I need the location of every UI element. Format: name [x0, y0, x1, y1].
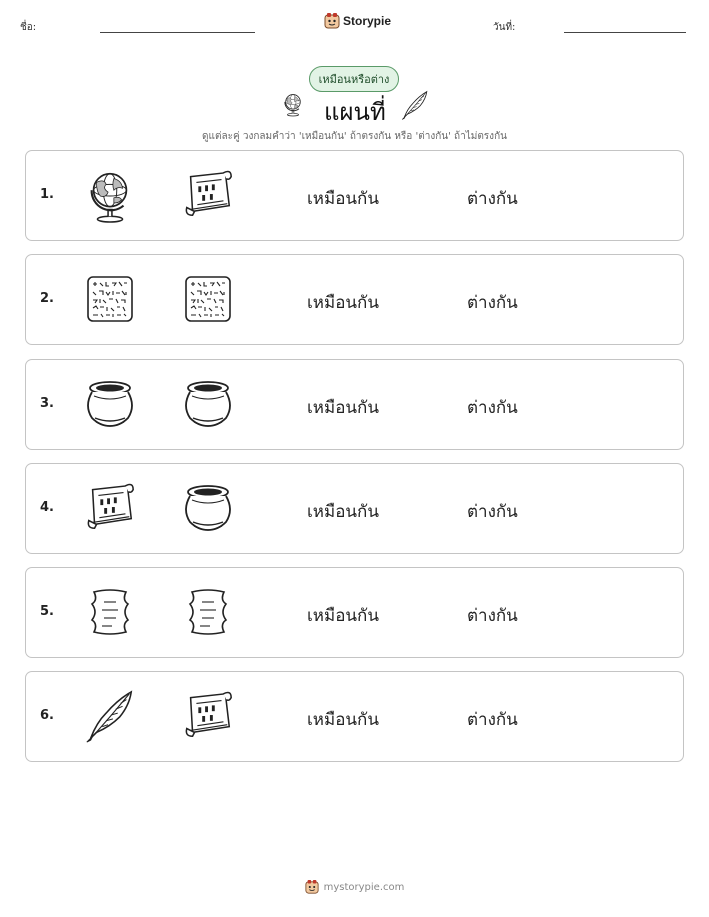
date-field[interactable] [564, 32, 686, 33]
answer-same[interactable]: เหมือนกัน [307, 398, 379, 418]
parchment-icon [82, 584, 138, 640]
question-row-4 [25, 463, 684, 554]
globe-icon [82, 167, 138, 223]
answer-different[interactable]: ต่างกัน [467, 502, 518, 522]
name-field[interactable] [100, 32, 255, 33]
question-row-3 [25, 359, 684, 450]
question-row-5 [25, 567, 684, 658]
quill-icon [400, 89, 430, 121]
question-row-1 [25, 150, 684, 241]
pot-icon [180, 480, 236, 536]
tablet-icon [82, 271, 138, 327]
footer-url: mystorypie.com [323, 881, 405, 893]
answer-same[interactable]: เหมือนกัน [307, 293, 379, 313]
storypie-mascot-icon [305, 880, 319, 894]
activity-badge: เหมือนหรือต่าง [309, 66, 399, 92]
answer-same[interactable]: เหมือนกัน [307, 606, 379, 626]
answer-same[interactable]: เหมือนกัน [307, 189, 379, 209]
brand-logo [324, 13, 391, 29]
question-number: 5. [40, 604, 54, 619]
tablet-icon [180, 271, 236, 327]
scroll-icon [180, 688, 236, 744]
question-number: 3. [40, 396, 54, 411]
parchment-icon [180, 584, 236, 640]
scroll-icon [82, 480, 138, 536]
storypie-mascot-icon [324, 13, 340, 29]
question-row-6 [25, 671, 684, 762]
quill-icon [82, 688, 138, 744]
footer [0, 880, 709, 894]
answer-different[interactable]: ต่างกัน [467, 189, 518, 209]
brand-name: Storypie [343, 14, 392, 28]
answer-same[interactable]: เหมือนกัน [307, 502, 379, 522]
question-number: 2. [40, 291, 54, 306]
date-label: วันที่: [493, 22, 516, 33]
question-number: 6. [40, 708, 54, 723]
globe-icon [281, 90, 305, 118]
question-number: 1. [40, 187, 54, 202]
scroll-icon [180, 167, 236, 223]
question-number: 4. [40, 500, 54, 515]
pot-icon [180, 376, 236, 432]
instructions: ดูแต่ละคู่ วงกลมคำว่า 'เหมือนกัน' ถ้าตรงกัน หรือ 'ต่างกัน' ถ้าไม่ตรงกัน [202, 131, 507, 142]
answer-different[interactable]: ต่างกัน [467, 710, 518, 730]
pot-icon [82, 376, 138, 432]
answer-different[interactable]: ต่างกัน [467, 293, 518, 313]
question-row-2 [25, 254, 684, 345]
page-title: แผนที่ [324, 98, 386, 126]
answer-same[interactable]: เหมือนกัน [307, 710, 379, 730]
answer-different[interactable]: ต่างกัน [467, 606, 518, 626]
answer-different[interactable]: ต่างกัน [467, 398, 518, 418]
name-label: ชื่อ: [20, 22, 37, 33]
